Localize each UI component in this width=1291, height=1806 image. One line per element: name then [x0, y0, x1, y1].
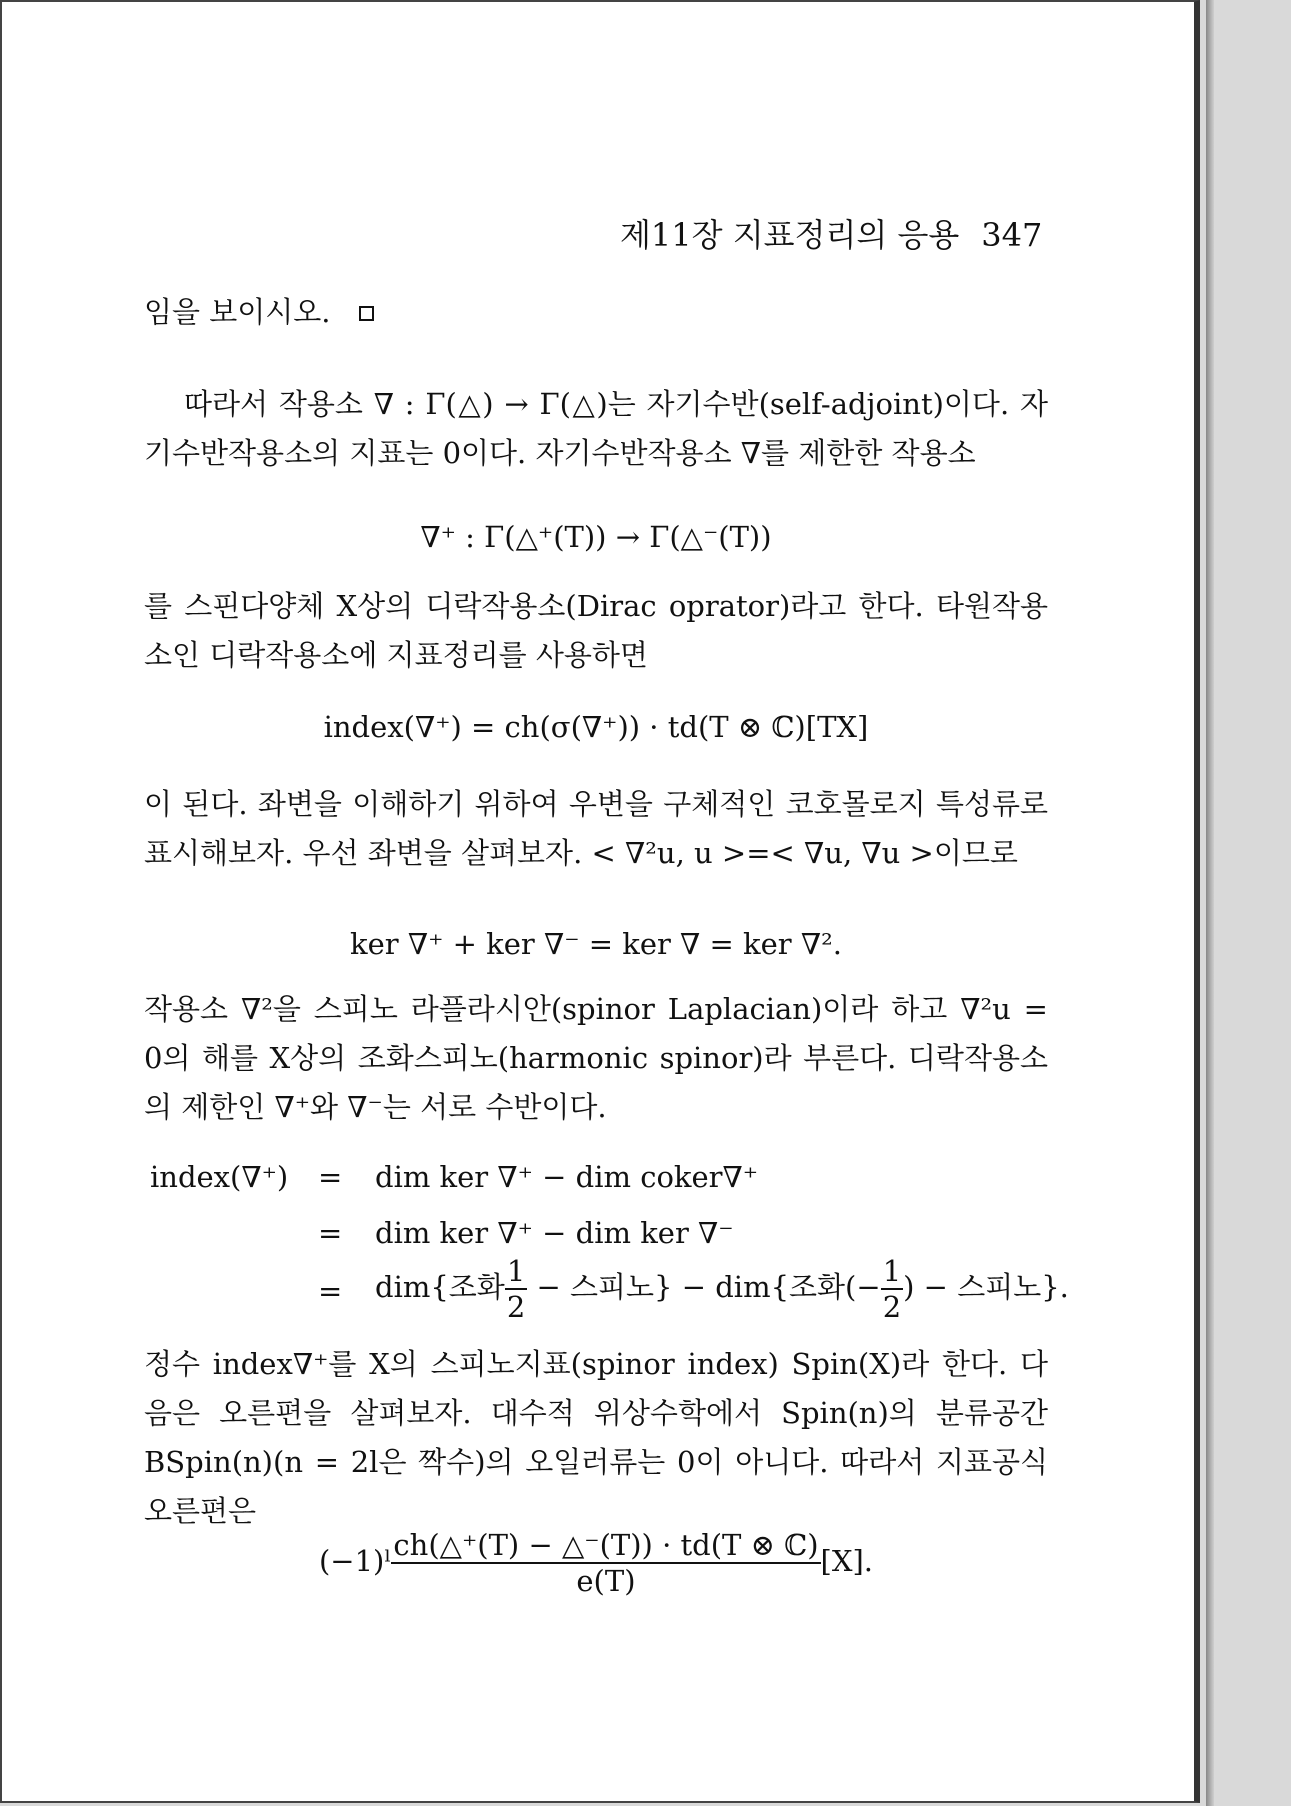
- fraction-half: [505, 1254, 527, 1324]
- array-equals-3: =: [318, 1274, 343, 1308]
- eq4-suffix: [X].: [820, 1544, 874, 1578]
- array-equals-1: =: [318, 1160, 343, 1194]
- eq4-denominator: e(T): [576, 1564, 636, 1598]
- fraction-denominator: 2: [506, 1290, 526, 1324]
- array-rhs-3-part-c: ) − 스피노}.: [903, 1270, 1069, 1304]
- paragraph-5: 정수 index∇⁺를 X의 스피노지표(spinor index) Spin(X)라 한다. 다음은 오른편을 살펴보자. 대수적 위상수학에서 Spin(n)의 분류공간 BSpin(n)(n = 2l은 짝수)의 오일러류는 0이 아니다. 따라서 지표공식 오른편은: [144, 1347, 1048, 1528]
- equation-index-rhs: [144, 1528, 1048, 1598]
- eq4-fraction: [391, 1528, 820, 1598]
- equation-index-formula: index(∇⁺) = ch(σ(∇⁺)) · td(T ⊗ ℂ)[TX]: [323, 710, 869, 744]
- page-edge: [1206, 0, 1214, 1806]
- eq4-prefix: (−1)ˡ: [318, 1544, 392, 1578]
- eq4-numerator: ch(△⁺(T) − △⁻(T)) · td(T ⊗ ℂ): [393, 1528, 819, 1562]
- array-rhs-1: dim ker ∇⁺ − dim coker∇⁺: [375, 1160, 759, 1194]
- end-of-proof-square: [359, 306, 374, 321]
- paragraph-2: 를 스핀다양체 X상의 디락작용소(Dirac oprator)라고 한다. 타원작용소인 디락작용소에 지표정리를 사용하면: [144, 589, 1048, 672]
- page-number: 347: [981, 216, 1043, 254]
- equation-kernel: ker ∇⁺ + ker ∇⁻ = ker ∇ = ker ∇².: [350, 927, 842, 961]
- array-equals-2: =: [318, 1216, 343, 1250]
- array-rhs-3-part-b: − 스피노} − dim{조화(−: [527, 1270, 881, 1304]
- exercise-ending: [144, 290, 374, 331]
- running-header: [620, 210, 1043, 256]
- array-lhs: index(∇⁺): [150, 1160, 289, 1194]
- paragraph-1: 따라서 작용소 ∇ : Γ(△) → Γ(△)는 자기수반(self-adjoint)이다. 자기수반작용소의 지표는 0이다. 자기수반작용소 ∇를 제한한 작용소: [144, 387, 1048, 470]
- chapter-title: 제11장 지표정리의 응용: [620, 216, 960, 254]
- fraction-half-2: [881, 1254, 903, 1324]
- exercise-ending-text: 임을 보이시오.: [144, 295, 331, 329]
- paragraph-4: 작용소 ∇²을 스피노 라플라시안(spinor Laplacian)이라 하고 ∇²u = 0의 해를 X상의 조화스피노(harmonic spinor)라 부른다. 디락작용소의 제한인 ∇⁺와 ∇⁻는 서로 수반이다.: [144, 992, 1048, 1124]
- array-rhs-2: dim ker ∇⁺ − dim ker ∇⁻: [375, 1216, 734, 1250]
- fraction-numerator: 1: [506, 1254, 526, 1288]
- fraction-denominator-2: 2: [882, 1290, 902, 1324]
- equation-dirac-map: ∇⁺ : Γ(△⁺(T)) → Γ(△⁻(T)): [420, 520, 772, 554]
- fraction-numerator-2: 1: [882, 1254, 902, 1288]
- array-rhs-3-part-a: dim{조화: [375, 1270, 505, 1304]
- array-rhs-3: [375, 1254, 1069, 1324]
- paragraph-3: 이 된다. 좌변을 이해하기 위하여 우변을 구체적인 코호몰로지 특성류로 표시해보자. 우선 좌변을 살펴보자. < ∇²u, u >=< ∇u, ∇u >이므로: [144, 787, 1048, 870]
